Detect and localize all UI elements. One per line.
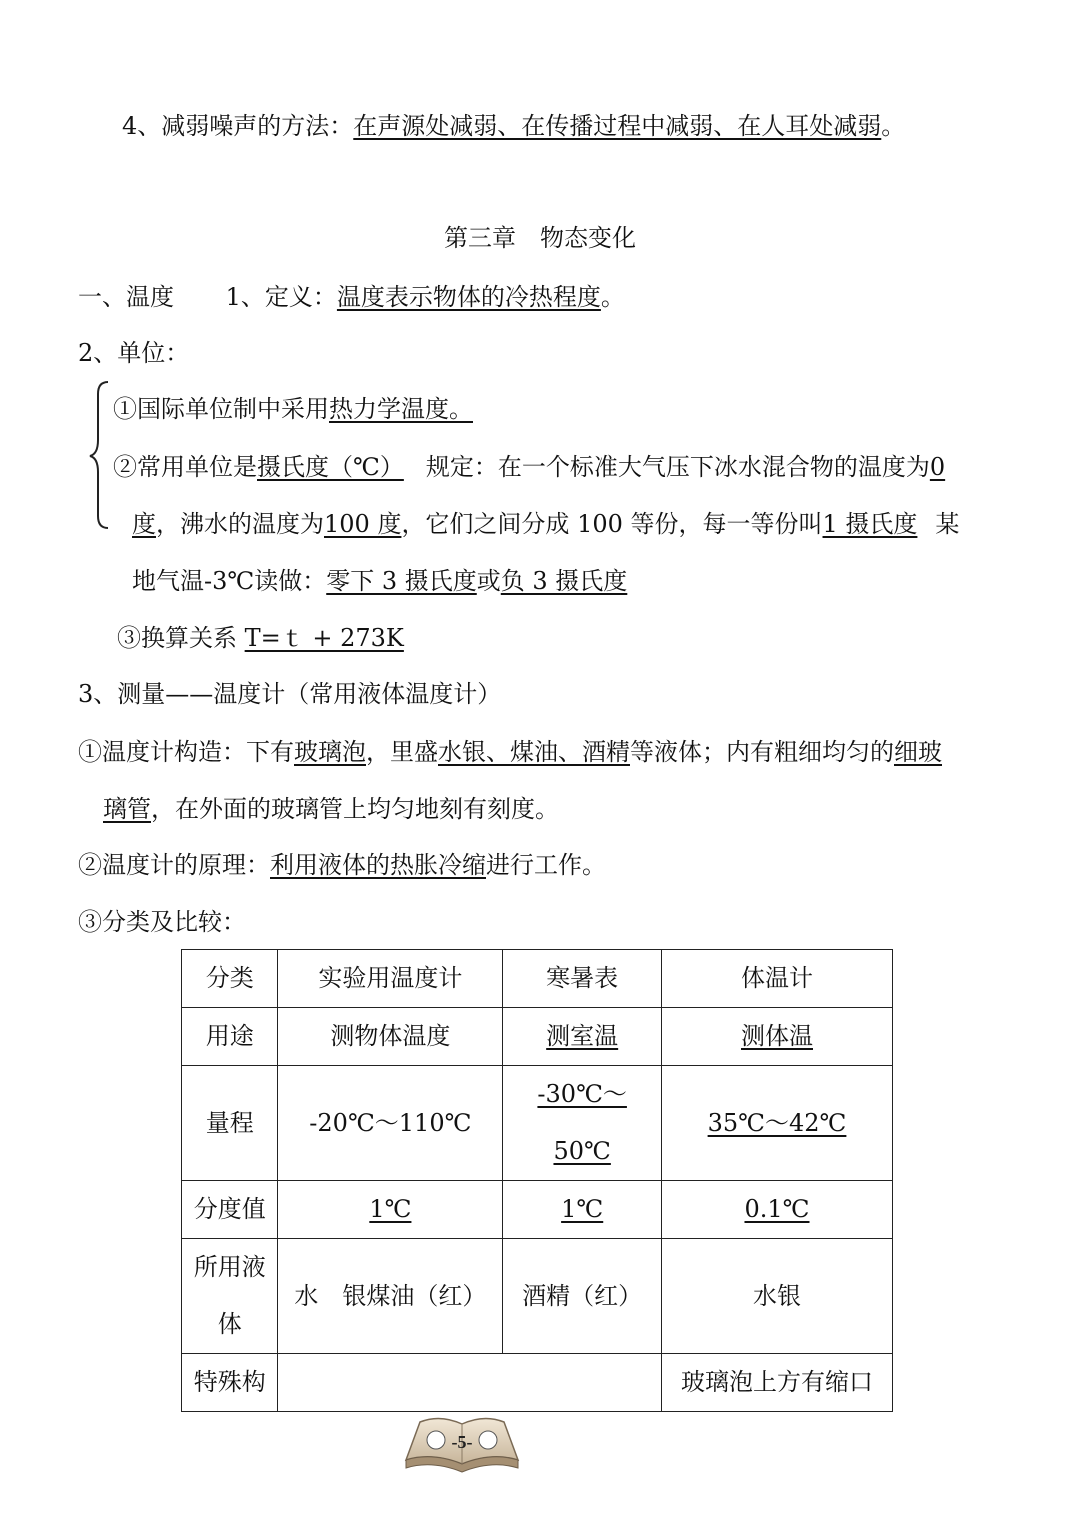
table-cell (278, 1181, 503, 1239)
unit-heading: 2、单位： (78, 339, 190, 367)
reading-line (132, 565, 627, 597)
principle-term: 利用液体的热胀冷缩 (270, 851, 486, 879)
table-cell (182, 1239, 278, 1354)
classify-heading: ③分类及比较： (78, 908, 246, 936)
table-cell-text: 测体温 (741, 1022, 813, 1050)
table-cell: 测物体温度 (278, 1008, 503, 1066)
table-cell: -20℃～110℃ (278, 1066, 503, 1181)
table-cell-text: 1℃ (369, 1195, 412, 1223)
principle-suffix: 进行工作。 (486, 851, 606, 879)
kelvin-term: 热力学温度。 (329, 395, 473, 423)
reading-prefix: 地气温-3℃读做： (132, 567, 327, 595)
inner-text: 等液体；内有粗细均匀的 (630, 738, 894, 766)
table-row (182, 1008, 893, 1066)
table-cell-text: 50℃ (553, 1137, 611, 1165)
table-cell: 酒精（红） (503, 1239, 662, 1354)
table-cell: 分度值 (182, 1181, 278, 1239)
table-cell (503, 1066, 662, 1181)
boil-text: ，沸水的温度为 (156, 510, 324, 538)
table-cell (662, 1008, 893, 1066)
curly-brace-icon (88, 380, 112, 530)
table-cell (662, 1066, 893, 1181)
reading-or: 或 (476, 567, 501, 595)
thermometer-comparison-table (181, 949, 893, 1412)
unit-item-1 (113, 393, 473, 425)
table-cell: 体温计 (662, 950, 893, 1008)
table-cell-text: -30℃～ (537, 1080, 627, 1108)
temperature-definition-line (78, 281, 625, 313)
structure-prefix: ①温度计构造：下有 (78, 738, 294, 766)
freezing-unit: 度 (132, 510, 156, 538)
table-cell: 量程 (182, 1066, 278, 1181)
structure-suffix: ，在外面的玻璃管上均匀地刻有刻度。 (151, 795, 559, 823)
definition-suffix: 。 (600, 283, 625, 311)
definition-text: 温度表示物体的冷热程度 (336, 283, 601, 311)
table-cell: 水 银煤油（红） (278, 1239, 503, 1354)
table-cell: 用途 (182, 1008, 278, 1066)
table-row (182, 1066, 893, 1181)
unit-item-2-cont (132, 508, 959, 540)
unit-item-2 (113, 451, 945, 483)
table-cell: 水银 (662, 1239, 893, 1354)
structure-line-cont (103, 793, 559, 825)
liquids-term: 水银、煤油、酒精 (438, 738, 630, 766)
principle-prefix: ②温度计的原理： (78, 851, 270, 879)
book-page-number-icon (400, 1410, 524, 1480)
tube-term-b: 璃管 (103, 795, 151, 823)
table-cell-text: 所用液 (193, 1253, 266, 1281)
table-cell: 分类 (182, 950, 278, 1008)
page-number: -5- (451, 1432, 473, 1452)
table-row (182, 1181, 893, 1239)
table-cell-text: 测室温 (546, 1022, 619, 1050)
table-row (182, 1239, 893, 1354)
noise-reduction-line (122, 110, 905, 142)
section-temperature: 一、温度 (78, 283, 174, 311)
freezing-value: 0 (929, 453, 946, 481)
table-cell-text: 体 (217, 1310, 242, 1338)
table-row (182, 950, 893, 1008)
principle-line (78, 849, 606, 881)
table-cell (503, 1008, 662, 1066)
table-cell: 特殊构 (182, 1354, 278, 1412)
chapter-title: 第三章 物态变化 (444, 224, 636, 252)
table-cell-text: 0.1℃ (744, 1195, 810, 1223)
unit-item-2-prefix: ②常用单位是 (113, 453, 257, 481)
table-cell: 寒暑表 (503, 950, 662, 1008)
noise-suffix: 。 (881, 112, 906, 140)
structure-line (78, 736, 942, 768)
tube-term-a: 细玻 (894, 738, 942, 766)
measure-heading: 3、测量——温度计（常用液体温度计） (78, 680, 502, 708)
table-row (182, 1354, 893, 1412)
conversion-formula: T=ｔ + 273K (244, 624, 404, 652)
reading-a: 零下 3 摄氏度 (326, 567, 477, 595)
some-text: 某 (935, 510, 960, 538)
bulb-term: 玻璃泡 (294, 738, 366, 766)
unit-item-1-prefix: ①国际单位制中采用 (113, 395, 329, 423)
table-cell (278, 1354, 662, 1412)
definition-prefix: 1、定义： (225, 283, 337, 311)
noise-prefix: 4、减弱噪声的方法： (122, 112, 354, 140)
table-cell: 玻璃泡上方有缩口 (662, 1354, 893, 1412)
conversion-prefix: ③换算关系 (117, 624, 237, 652)
table-cell (503, 1181, 662, 1239)
table-cell-text: 35℃～42℃ (707, 1108, 847, 1137)
contains-text: ，里盛 (366, 738, 438, 766)
one-degree-term: 1 摄氏度 (822, 510, 918, 538)
unit-item-3 (117, 622, 404, 654)
boil-value: 100 度 (324, 510, 402, 538)
celsius-term: 摄氏度（℃） (257, 453, 404, 481)
table-cell-text: 1℃ (561, 1195, 604, 1223)
table-cell: 实验用温度计 (278, 950, 503, 1008)
table-cell (662, 1181, 893, 1239)
reading-b: 负 3 摄氏度 (500, 567, 628, 595)
noise-methods: 在声源处减弱、在传播过程中减弱、在人耳处减弱 (353, 112, 882, 140)
divide-text: ，它们之间分成 100 等份，每一等份叫 (401, 510, 823, 538)
celsius-rule: 规定：在一个标准大气压下冰水混合物的温度为 (425, 453, 930, 481)
